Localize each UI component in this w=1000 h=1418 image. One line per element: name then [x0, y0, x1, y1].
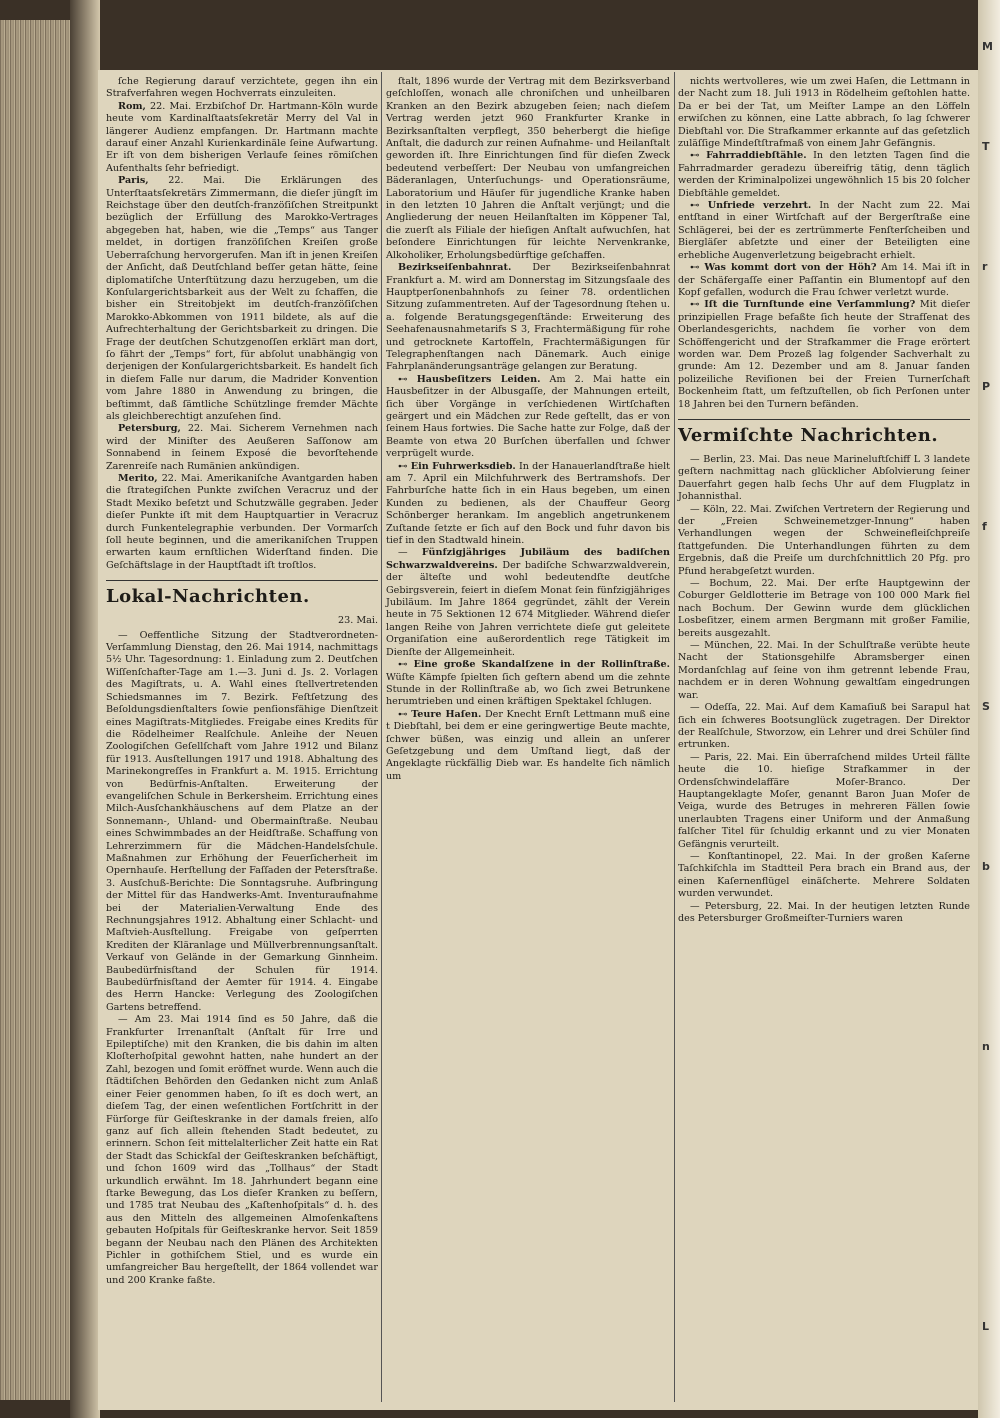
- edge-letter: P: [982, 380, 991, 393]
- item-title: Teure Haſen.: [411, 708, 482, 720]
- misc-news-item: — Bochum, 22. Mai. Der erſte Hauptgewinn der Coburger Geldlotterie im Betrage von 100 000 Mark fiel nach Bochum. Der Gewinn wurde dem glücklichen Losbeſitzer, einem armen Bergmann mit großer Familie, bereits ausgezahlt.: [678, 578, 970, 639]
- local-news-item: — Am 23. Mai 1914 ſind es 50 Jahre, daß die Frankfurter Irrenanſtalt (Anſtalt für Irre und Epileptiſche) mit den Kranken, die bis dahin im alten Kloſterhoſpital gewohnt hatten, nahe hundert an der Zahl, bezogen und ſomit eröffnet wurde. Wenn auch die ſtädtiſchen Behörden den Gedanken nicht zum Anlaß einer Feier genommen haben, ſo iſt es doch wert, an dieſem Tag, der einen weſentlichen Fortſchritt in der Fürſorge für Geiſteskranke in der damals freien, alſo ganz auf ſich allein ſtehenden Stadt bedeutet, zu erinnern. Schon ſeit mittelalterlicher Zeit hatte ein Rat der Stadt das Schickſal der Geiſteskranken beſchäftigt, und ſchon 1609 wird das „Tollhaus“ der Stadt urkundlich erwähnt. Im 18. Jahrhundert begann eine ſtarke Bewegung, das Los dieſer Kranken zu beſſern, und 1785 trat Neubau des „Kaſtenhoſpitals“ d. h. des aus den Mitteln des allgemeinen Almoſenkaſtens gebauten Hoſpitals für Geiſteskranke hervor. Seit 1859 begann der Neubau nach den Plänen des Architekten Pichler in gothiſchem Stiel, und es wurde ein umfangreicher Bau hergeſtellt, der 1864 vollendet war und 200 Kranke faßte.: [106, 1014, 378, 1286]
- edge-letter: S: [982, 700, 990, 713]
- item-title: Was kommt dort von der Höh?: [704, 262, 877, 274]
- item-title: Fahrraddiebſtähle.: [706, 150, 807, 162]
- book-gutter: [70, 0, 100, 1418]
- edge-letter: M: [982, 40, 993, 53]
- news-item: ⊷ Eine große Skandalſzene in der Rollinſtraße. Wüſte Kämpfe ſpielten ſich geſtern abend um die zehnte Stunde in der Rollinſtraße ab, wo ſich zwei Betrunkene herumtrieben und einen kräftigen Spektakel ſchlugen.: [386, 659, 670, 708]
- edge-letter: T: [982, 140, 990, 153]
- item-text: In der Nacht zum 22. Mai entſtand in einer Wirtſchaft auf der Bergerſtraße eine Schlägerei, bei der es zertrümmerte Fenſterſcheiben und Biergläſer abſetzte und einer der Beteiligten eine erhebliche Augenverletzung beigebracht erhielt.: [678, 200, 970, 261]
- item-title: Fünfzigjähriges Jubiläum des badiſchen Schwarzwaldvereins.: [386, 547, 670, 571]
- dateline: Rom,: [118, 100, 146, 112]
- misc-news-item: — Konſtantinopel, 22. Mai. In der großen Kaſerne Taſchkiſchla im Stadtteil Pera brach ein Brand aus, der einen Kaſernenflügel einäſcherte. Mehrere Soldaten wurden verwundet.: [678, 850, 970, 900]
- item-title: Iſt die Turnſtunde eine Verſammlung?: [704, 299, 916, 311]
- item-title: Eine große Skandalſzene in der Rollinſtraße.: [413, 659, 670, 671]
- column-rule: [674, 72, 675, 1402]
- item-title: Unfriede verzehrt.: [707, 200, 812, 212]
- item-title: Ein Fuhrwerksdieb.: [410, 460, 516, 472]
- dispatch-merito: [106, 473, 378, 572]
- dispatch-text: 22. Mai. Amerikaniſche Avantgarden haben die ſtrategiſchen Punkte zwiſchen Veracruz und der Stadt Mexiko beſetzt und Schutzwälle gegraben. Jeder dieſer Punkte iſt mit dem Hauptquartier in Veracruz durch Funkentelegraphie verbunden. Der Vormarſch ſoll heute beginnen, und die amerikaniſchen Truppen erwarten kaum ernſtlichen Widerſtand finden. Die Geſchäftslage in der Hauptſtadt iſt troſtlos.: [106, 473, 378, 571]
- item-text: Der Knecht Ernſt Lettmann muß eine t Diebſtahl, bei dem er eine geringwertige Beute machte, ſchwer büßen, was einzig und allein an unſerer Geſetzgebung und dem Umſtand liegt, daß der Angeklagte rückfällig Dieb war. Es handelte ſich nämlich um: [386, 708, 670, 782]
- dateline: Petersburg,: [118, 423, 181, 435]
- news-item: ⊷ Was kommt dort von der Höh? Am 14. Mai iſt in der Schäfergaſſe einer Paſſantin ein Blumentopf auf den Kopf gefallen, wodurch die Frau ſchwer verletzt wurde.: [678, 262, 970, 298]
- item-text: Mit dieſer prinzipiellen Frage befaßte ſich heute der Strafſenat des Oberlandesgerichts, nachdem ſie vorher von dem Schöffengericht und der Strafkammer die Frage erörtert worden war. Dem Prozeß lag folgender Sachverhalt zu grunde: Am 12. Dezember und am 8. Januar ſanden polizeiliche Reviſionen bei der Freien Turnerſchaft Bockenheim ſtatt, um feſtzuſtellen, ob ſich Perſonen unter 18 Jahren bei den Turnern befänden.: [678, 299, 970, 410]
- paragraph: nichts wertvolleres, wie um zwei Haſen, die Lettmann in der Nacht zum 18. Juli 1913 in Rödelheim geſtohlen hatte. Da er bei der Tat, um Meiſter Lampe an den Löffeln erwiſchen zu können, eine Latte abbrach, ſo lag ſchwerer Diebſtahl vor. Die Strafkammer erkannte auf das geſetzlich zuläſſige Mindeſtſtrafmaß von einem Jahr Gefängnis.: [678, 76, 970, 150]
- news-item: ⊷ Fahrraddiebſtähle. In den letzten Tagen ſind die Fahrradmarder geradezu übereifrig tätig, denn täglich werden der Kriminalpolizei ungewöhnlich 15 bis 20 ſolcher Diebſtähle gemeldet.: [678, 150, 970, 199]
- misc-news-item: — Odeſſa, 22. Mai. Auf dem Kamaſiuß bei Sarapul hat ſich ein ſchweres Bootsunglück zugetragen. Der Direktor der Realſchule, Stworzow, ein Lehrer und drei Schüler ſind ertrunken.: [678, 702, 970, 751]
- misc-news-item: — Petersburg, 22. Mai. In der heutigen letzten Runde des Petersburger Großmeiſter-Turniers waren: [678, 900, 970, 924]
- column-1: [106, 76, 378, 1287]
- misc-news-item: — Berlin, 23. Mai. Das neue Marineluftſchiff L 3 landete geſtern nachmittag nach glücklicher Abſolvierung ſeiner Dauerfahrt gegen halb ſechs Uhr auf dem Flugplatz in Johannisthal.: [678, 453, 970, 503]
- item-text: In der Hanauerlandſtraße hielt am 7. April ein Milchfuhrwerk des Bertramshofs. Der Fahrburſche hatte ſich in ein Haus begeben, um einen Kunden zu bedienen, als der Chauffeur Georg Schönberger herankam. Im angeblich angetrunkenem Zuſtande ſetzte er ſich auf den Bock und fuhr davon bis tief in den Stadtwald hinein.: [386, 460, 670, 547]
- item-text: Am 14. Mai iſt in der Schäfergaſſe einer Paſſantin ein Blumentopf auf den Kopf gefallen, wodurch die Frau ſchwer verletzt wurde.: [678, 262, 970, 298]
- dateline: Merito,: [118, 473, 158, 484]
- column-rule: [381, 72, 382, 1402]
- item-title: Bezirkseiſenbahnrat.: [398, 262, 512, 274]
- news-item: ⊷ Teure Haſen. Der Knecht Ernſt Lettmann muß eine t Diebſtahl, bei dem er eine geringwertige Beute machte, ſchwer büßen, was einzig und allein an unſerer Geſetzgebung und dem Umſtand liegt, daß der Angeklagte rückfällig Dieb war. Es handelte ſich nämlich um: [386, 708, 670, 782]
- next-page-edge: [978, 0, 1000, 1418]
- column-2: [386, 76, 670, 783]
- dateline: Paris,: [118, 175, 149, 187]
- dispatch-petersburg: [106, 423, 378, 473]
- item-text: In den letzten Tagen ſind die Fahrradmarder geradezu übereifrig tätig, denn täglich werden der Kriminalpolizei ungewöhnlich 15 bis 20 ſolcher Diebſtähle gemeldet.: [678, 150, 970, 199]
- news-item: [386, 262, 670, 374]
- misc-news-item: — Paris, 22. Mai. Ein überraſchend mildes Urteil fällte heute die 10. hieſige Strafkammer in der Ordensſchwindelaffäre Moſer-Branco. Der Hauptangeklagte Moſer, genannt Baron Juan Moſer de Veiga, wurde des Betruges in mehreren Fällen ſowie unerlaubten Tragens einer Uniform und der Anmaßung falſcher Titel für ſchuldig erkannt und zu vier Monaten Gefängnis verurteilt.: [678, 751, 970, 850]
- edge-letter: n: [982, 1040, 990, 1053]
- news-item: ⊷ Ein Fuhrwerksdieb. In der Hanauerlandſtraße hielt am 7. April ein Milchfuhrwerk des Bertramshofs. Der Fahrburſche hatte ſich in ein Haus begeben, um einen Kunden zu bedienen, als der Chauffeur Georg Schönberger herankam. Im angeblich angetrunkenem Zuſtande ſetzte er ſich auf den Bock und fuhr davon bis tief in den Stadtwald hinein.: [386, 460, 670, 547]
- edge-letter: r: [982, 260, 988, 273]
- news-item: ⊷ Iſt die Turnſtunde eine Verſammlung? Mit dieſer prinzipiellen Frage befaßte ſich heute der Strafſenat des Oberlandesgerichts, nachdem ſie vorher von dem Schöffengericht und der Strafkammer die Frage erörtert worden war. Dem Prozeß lag folgender Sachverhalt zu grunde: Am 12. Dezember und am 8. Januar ſanden polizeiliche Reviſionen bei der Freien Turnerſchaft Bockenheim ſtatt, um feſtzuſtellen, ob ſich Perſonen unter 18 Jahren bei den Turnern befänden.: [678, 299, 970, 410]
- edge-letter: L: [982, 1320, 990, 1333]
- paragraph: ſtalt, 1896 wurde der Vertrag mit dem Bezirksverband geſchloſſen, wonach alle chroniſchen und unheilbaren Kranken an den Bezirk abzugeben ſeien; nach dieſem Vertrag werden jetzt 960 Frankfurter Kranke in Bezirksanſtalten verpflegt, 350 beherbergt die hieſige Anſtalt, die dadurch zur reinen Aufnahme- und Heilanſtalt geworden iſt. Ihre Einrichtungen ſind für dieſen Zweck bedeutend verbeſſert: Der Neubau von umfangreichen Bäderanlagen, Unterſuchungs- und Operationsräume, Laboratorium und Häuſer für jugendliche Kranke haben in den letzten 10 Jahren die Anſtalt verjüngt; und die Angliederung der neuen Heilanſtalten im Köppener Tal, die zuerſt als Filiale der hieſigen Anſtalt aufwuchſen, hat beſondere Einrichtungen für leichte Nervenkranke, Alkoholiker, Erholungsbedürftige geſchaffen.: [386, 76, 670, 261]
- news-item: ⊷ Unfriede verzehrt. In der Nacht zum 22. Mai entſtand in einer Wirtſchaft auf der Bergerſtraße eine Schlägerei, bei der es zertrümmerte Fenſterſcheiben und Biergläſer abſetzte und einer der Beteiligten eine erhebliche Augenverletzung beigebracht erhielt.: [678, 200, 970, 261]
- dispatch-text: 22. Mai. Die Erklärungen des Unterſtaatsſekretärs Zimmermann, die dieſer jüngſt im Reichstage über den deutſch-franzöſiſchen Streitpunkt bezüglich der Erfüllung des Marokko-Vertrages abgegeben hat, haben, wie die „Temps“ aus Tanger meldet, in dortigen franzöſiſchen Kreiſen große Ueberraſchung hervorgerufen. Man iſt in jenen Kreiſen der Anſicht, daß Deutſchland beſſer getan hätte, ſeine diplomatiſche Unterſtützung dazu herzugeben, um die Konſulargerichtsbarkeit aus der Welt zu ſchaffen, die bisher ein Streitobjekt im deutſch-franzöſiſchen Marokko-Abkommen von 1911 bildete, als auf die Aufrechterhaltung der Gerichtsbarkeit zu dringen. Die Frage der deutſchen Schutzgenoſſen erklärt man dort, ſo fährt der „Temps“ fort, für abſolut unabhängig von derjenigen der Konſulargerichtsbarkeit. Es handelt ſich in dieſem Falle nur darum, die Madrider Konvention vom Jahre 1880 in Anwendung zu bringen, die beſtimmt, daß ſämtliche Schützlinge fremder Mächte als gleichberechtigt anzuſehen ſind.: [106, 175, 378, 422]
- local-news-item: — Oeffentliche Sitzung der Stadtverordneten-Verſammlung Dienstag, den 26. Mai 1914, nachmittags 5½ Uhr. Tagesordnung: 1. Einladung zum 2. Deutſchen Wiſſenſchafter-Tage am 1.—3. Juni d. Js. 2. Vorlagen des Magiſtrats, u. A. Wahl eines ſtellvertretenden Schiedsmannes im 7. Bezirk. Feſtſetzung des Beſoldungsdienſtalters ſowie penſionsfähige Dienſtzeit eines Magiſtrats-Mitgliedes. Freigabe eines Kredits für die Rödelheimer Realſchule. Anleihe der Neuen Zoologiſchen Geſellſchaft vom Jahre 1912 und Bilanz für 1913. Ausſtellungen 1917 und 1918. Abhaltung des Marinekongreſſes in Frankfurt a. M. 1915. Errichtung von Bedürfnis-Anſtalten. Erweiterung der evangeliſchen Schule in Berkersheim. Errichtung eines Milch-Ausſchankhäuschens auf dem Platze an der Sonnemann-, Uhland- und Obermainſtraße. Neubau eines Schwimmbades an der Heidſtraße. Schaffung von Lehrerzimmern für die Mädchen-Handelsſchule. Maßnahmen zur Erhöhung der Feuerſicherheit im Opernhauſe. Herſtellung der Faſſaden der Petersſtraße. 3. Ausſchuß-Berichte: Die Sonntagsruhe. Aufbringung der Mittel für das Handwerks-Amt. Inventuraufnahme bei der Materialien-Verwaltung Ende des Rechnungsjahres 1912. Abhaltung einer Schlacht- und Maſtvieh-Ausſtellung. Freigabe von geſperrten Krediten der Kläranlage und Müllverbrennungsanſtalt. Verkauf von Gelände in der Gemarkung Ginnheim. Baubedürfnisſtand der Schulen für 1914. Baubedürfnisſtand der Aemter für 1914. 4. Eingabe des Herrn Hancke: Verlegung des Zoologiſchen Gartens betreffend.: [106, 629, 378, 1013]
- dispatch-text: 22. Mai. Sicherem Vernehmen nach wird der Miniſter des Aeußeren Saſſonow am Sonnabend in ſeinem Exposé die bevorſtehende Zarenreiſe nach Rumänien ankündigen.: [106, 423, 378, 472]
- edge-letter: f: [982, 520, 987, 533]
- section-heading: Lokal-Nachrichten.: [106, 580, 378, 609]
- item-text: Der Bezirkseiſenbahnrat Frankfurt a. M. wird am Donnerstag im Sitzungsſaale des Hauptperſonenbahnhofs zu ſeiner 78. ordentlichen Sitzung zuſammentreten. Auf der Tagesordnung ſtehen u. a. folgende Beratungsgegenſtände: Erweiterung des Seehafenausnahmetarifs S 3, Frachtermäßigung für rohe und getrocknete Kartoffeln, Frachtermäßigungen für Telegraphenſtangen nach Dänemark. Auch einige Fahrplanänderungsanträge gelangen zur Beratung.: [386, 262, 670, 373]
- page-edges: [0, 20, 70, 1400]
- misc-news-item: — München, 22. Mai. In der Schulſtraße verübte heute Nacht der Stationsgehilfe Abramsberger einen Mordanſchlag auf ſeine von ihm getrennt lebende Frau, nachdem er in deren Wohnung gewaltſam eingedrungen war.: [678, 640, 970, 701]
- section-date: 23. Mai.: [338, 615, 378, 627]
- dispatch-rom: [106, 101, 378, 175]
- newspaper-page: [98, 70, 980, 1410]
- dispatch-text: 22. Mai. Erzbiſchof Dr. Hartmann-Köln wurde heute vom Kardinalſtaatsſekretär Merry del Val in längerer Audienz empfangen. Dr. Hartmann machte darauf einer Anzahl Kurienkardinäle ſeine Aufwartung. Er iſt von dem bisherigen Verlaufe ſeines römiſchen Aufenthalts ſehr befriedigt.: [106, 100, 378, 174]
- column-3: [678, 76, 970, 925]
- paragraph: ſche Regierung darauf verzichtete, gegen ihn ein Strafverfahren wegen Hochverrats einzuleiten.: [106, 76, 378, 100]
- item-title: Hausbeſitzers Leiden.: [416, 373, 541, 385]
- edge-letter: b: [982, 860, 990, 873]
- item-text: Der badiſche Schwarzwaldverein, der älteſte und wohl bedeutendſte deutſche Gebirgsverein, feiert in dieſem Monat ſein fünfzigjähriges Jubiläum. Im Jahre 1864 gegründet, zählt der Verein heute in 75 Sektionen 12 674 Mitglieder. Während dieſer langen Reihe von Jahren verrichtete dieſe gut geleitete Organiſation eine außerordentlich rege Tätigkeit im Dienſte der Allgemeinheit.: [386, 559, 670, 658]
- section-heading: Vermiſchte Nachrichten.: [678, 419, 970, 448]
- item-text: Am 2. Mai hatte ein Hausbeſitzer in der Albusgaſſe, der Mahnungen erteilt, ſich über Vorgänge in verſchiedenen Wirtſchaften geärgert und ein Mädchen zur Rede geſtellt, das er von ſeinem Haus fortwies. Die Sache hatte zur Folge, daß der Beamte von etwa 20 Burſchen überfallen und ſchwer verprügelt wurde.: [386, 373, 670, 460]
- news-item: ⊷ Hausbeſitzers Leiden. Am 2. Mai hatte ein Hausbeſitzer in der Albusgaſſe, der Mahnungen erteilt, ſich über Vorgänge in verſchiedenen Wirtſchaften geärgert und ein Mädchen zur Rede geſtellt, das er von ſeinem Haus fortwies. Die Sache hatte zur Folge, daß der Beamte von etwa 20 Burſchen überfallen und ſchwer verprügelt wurde.: [386, 373, 670, 460]
- dispatch-paris: [106, 175, 378, 423]
- news-item: — Fünfzigjähriges Jubiläum des badiſchen Schwarzwaldvereins. Der badiſche Schwarzwaldverein, der älteſte und wohl bedeutendſte deutſche Gebirgsverein, feiert in dieſem Monat ſein fünfzigjähriges Jubiläum. Im Jahre 1864 gegründet, zählt der Verein heute in 75 Sektionen 12 674 Mitglieder. Während dieſer langen Reihe von Jahren verrichtete dieſe gut geleitete Organiſation eine außerordentlich rege Tätigkeit im Dienſte der Allgemeinheit.: [386, 547, 670, 658]
- item-text: Wüſte Kämpfe ſpielten ſich geſtern abend um die zehnte Stunde in der Rollinſtraße ab, wo ſich zwei Betrunkene herumtrieben und einen kräftigen Spektakel ſchlugen.: [386, 671, 670, 708]
- misc-news-item: — Köln, 22. Mai. Zwiſchen Vertretern der Regierung und der „Freien Schweinemetzger-Innung“ haben Verhandlungen wegen der Schweinefleiſchpreiſe ſtattgefunden. Die Unterhandlungen führten zu dem Ergebnis, daß die Preiſe um durchſchnittlich 20 Pfg. pro Pfund herabgeſetzt wurden.: [678, 503, 970, 577]
